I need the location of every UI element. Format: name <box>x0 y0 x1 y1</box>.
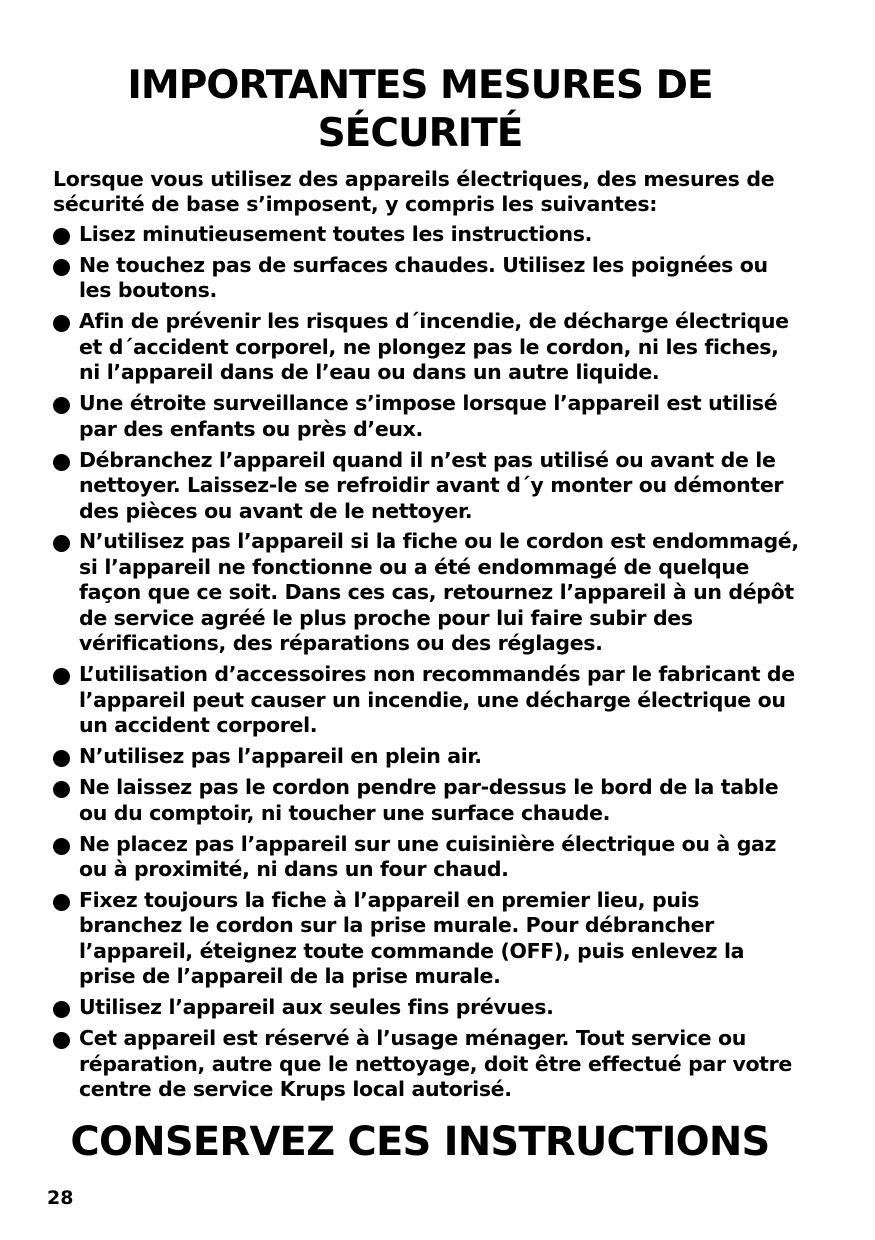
list-item-text: Cet appareil est réservé à l’usage ménager. Tout service ou réparation, autre que le nettoyage, doit être effectué par votre centre de service Krups local autorisé. <box>79 1026 792 1102</box>
list-item-text: Ne laissez pas le cordon pendre par-dessus le bord de la table ou du comptoir, ni toucher une surface chaude. <box>79 775 779 825</box>
list-item <box>53 222 803 248</box>
list-item-text: L’utilisation d’accessoires non recommandés par le fabricant de l’appareil peut causer un incendie, une décharge électrique ou un accident corporel. <box>79 662 795 738</box>
bullet-icon <box>53 535 70 552</box>
list-item <box>53 391 803 442</box>
bullet-icon <box>53 315 70 332</box>
title-line-2: SÉCURITÉ <box>317 111 523 156</box>
list-item <box>53 529 803 657</box>
list-item <box>53 832 803 883</box>
page-title <box>0 62 840 158</box>
list-item <box>53 775 803 826</box>
title-line-1: IMPORTANTES MESURES DE <box>127 63 713 108</box>
list-item-text: N’utilisez pas l’appareil si la fiche ou le cordon est endommagé, si l’appareil ne fonctionne ou a été endommagé de quelque façon que ce soit. Dans ces cas, retournez l’appareil à un dépôt de service agréé le plus proche pour lui faire subir des vérifications, des réparations ou des réglages. <box>79 529 799 656</box>
list-item <box>53 888 803 990</box>
list-item-text: Utilisez l’appareil aux seules fins prévues. <box>79 995 554 1020</box>
list-item-text: Afin de prévenir les risques d´incendie, de décharge électrique et d´accident corporel, ne plongez pas le cordon, ni les fiches, ni l’appareil dans de l’eau ou dans un autre liquide. <box>79 309 789 385</box>
list-item <box>53 253 803 304</box>
list-item <box>53 448 803 525</box>
safety-list <box>53 222 803 1108</box>
bullet-icon <box>53 750 70 767</box>
list-item-text: Ne touchez pas de surfaces chaudes. Utilisez les poignées ou les boutons. <box>79 252 768 303</box>
list-item <box>53 744 803 770</box>
bullet-icon <box>53 259 70 276</box>
list-item <box>53 662 803 739</box>
list-item-text: Une étroite surveillance s’impose lorsque l’appareil est utilisé par des enfants ou près d’eux. <box>79 391 778 441</box>
intro-paragraph: Lorsque vous utilisez des appareils électriques, des mesures de sécurité de base s’imposent, y compris les suivantes: <box>53 167 775 216</box>
list-item <box>53 995 803 1021</box>
bullet-icon <box>53 397 70 414</box>
list-item-text: N’utilisez pas l’appareil en plein air. <box>79 744 482 769</box>
bullet-icon <box>53 838 70 855</box>
page-number: 28 <box>47 1187 74 1209</box>
list-item-text: Ne placez pas l’appareil sur une cuisinière électrique ou à gaz ou à proximité, ni dans un four chaud. <box>79 831 777 882</box>
list-item <box>53 309 803 386</box>
list-item <box>53 1026 803 1103</box>
bullet-icon <box>53 1001 70 1018</box>
closing-heading: CONSERVEZ CES INSTRUCTIONS <box>70 1119 770 1165</box>
list-item-text: Fixez toujours la fiche à l’appareil en premier lieu, puis branchez le cordon sur la prise murale. Pour débrancher l’appareil, éteignez toute commande (OFF), puis enlevez la prise de l’appareil de la prise murale. <box>79 887 745 989</box>
bullet-icon <box>53 781 70 798</box>
bullet-icon <box>53 1032 70 1049</box>
bullet-icon <box>53 894 70 911</box>
bullet-icon <box>53 668 70 685</box>
list-item-text: Lisez minutieusement toutes les instructions. <box>79 222 593 246</box>
bullet-icon <box>53 228 70 245</box>
bullet-icon <box>53 454 70 471</box>
list-item-text: Débranchez l’appareil quand il n’est pas utilisé ou avant de le nettoyer. Laissez-le se refroidir avant d´y monter ou démonter des pièces ou avant de le nettoyer. <box>79 447 784 523</box>
